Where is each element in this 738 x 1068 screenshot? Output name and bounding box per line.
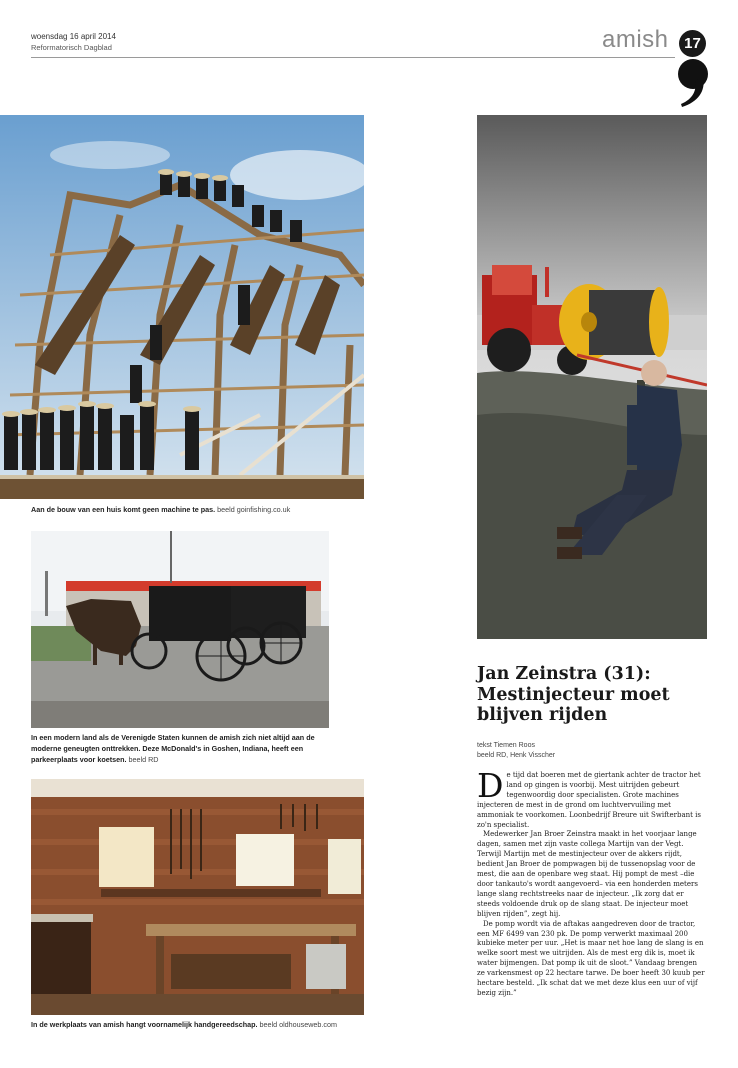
article-byline	[477, 741, 555, 761]
article-body	[477, 766, 705, 999]
header-newspaper: Reformatorisch Dagblad	[31, 43, 112, 52]
photo-credit-line: beeld RD, Henk Visscher	[477, 752, 556, 759]
page-number-badge: 17	[679, 30, 706, 57]
barn-raising-photo	[0, 115, 364, 499]
caption-text: In de werkplaats van amish hangt voornamelijk handgereedschap.	[31, 1020, 258, 1029]
article-headline: Jan Zeinstra (31): Mestinjecteur moet blijven rijden	[477, 664, 670, 725]
paragraph-text: e tijd dat boeren met de giertank achter de tractor het land op gingen is voorbij. Mest uitrijden gebeurt tegenwoordig door specialisten. Grote machines injecteren de mest in de grond om luchtvervuiling met ammoniak te voorkomen. Loonbedrijf Breure uit Swifterbant is zo'n specialist.	[477, 771, 702, 829]
workshop-photo	[31, 779, 364, 1015]
comma-logo-icon	[676, 57, 710, 109]
header-date: woensdag 16 april 2014	[31, 32, 116, 41]
farmer-illustration	[477, 115, 707, 639]
workshop-photo-caption	[31, 1019, 371, 1030]
section-title: amish	[602, 26, 669, 53]
dropcap: D	[477, 766, 504, 805]
article-paragraph	[477, 766, 705, 830]
text-credit: tekst Tiemen Roos	[477, 742, 535, 749]
photo-credit: beeld goinfishing.co.uk	[217, 505, 291, 514]
barn-photo-caption	[31, 504, 364, 515]
article-paragraph: De pomp wordt via de aftakas aangedreven door de tractor, een MF 6499 van 230 pk. De pomp verwerkt maximaal 200 kubieke meter per uur. „Het is maar net hoe lang de slang is en welke soort mest we uitrijden. Als de mest erg dik is, moet ik water bijmengen. Dat pomp ik uit de sloot.” Vandaag brengen ze varkensmest op 22 hectare tarwe. De boer heeft 30 kuub per hectare besteld. „Ik schat dat we met deze klus een uur of vijf bezig zijn.”	[477, 919, 705, 997]
photo-credit: beeld RD	[128, 755, 159, 764]
buggies-photo	[31, 531, 329, 728]
buggies-illustration	[31, 531, 329, 728]
photo-credit: beeld oldhouseweb.com	[259, 1020, 338, 1029]
caption-text: Aan de bouw van een huis komt geen machine te pas.	[31, 505, 216, 514]
article-paragraph: Medewerker Jan Broer Zeinstra maakt in het voorjaar lange dagen, samen met zijn vaste collega Martijn van der Vegt. Terwijl Martijn met de mestinjecteur over de akkers rijdt, bedient Jan Broer de pompwagen bij de tussenopslag voor de mest, die aan de openbare weg staat. Hij pompt de mest –die door tankauto's wordt aangevoerd– via een honderden meters lange slang rechtstreeks naar de injecteur. „Ik zorg dat er steeds voldoende druk op de slang staat. De injecteur moet blijven rijden”, zegt hij.	[477, 830, 698, 918]
farmer-photo	[477, 115, 707, 639]
barn-raising-illustration	[0, 115, 364, 499]
caption-text: In een modern land als de Verenigde Staten kunnen de amish zich niet altijd aan de moderne geneugten onttrekken. Deze McDonald's in Goshen, Indiana, heeft een parkeerplaats voor koetsen.	[31, 733, 315, 764]
header-rule	[31, 57, 675, 58]
workshop-illustration	[31, 779, 364, 1015]
buggies-photo-caption	[31, 732, 331, 765]
